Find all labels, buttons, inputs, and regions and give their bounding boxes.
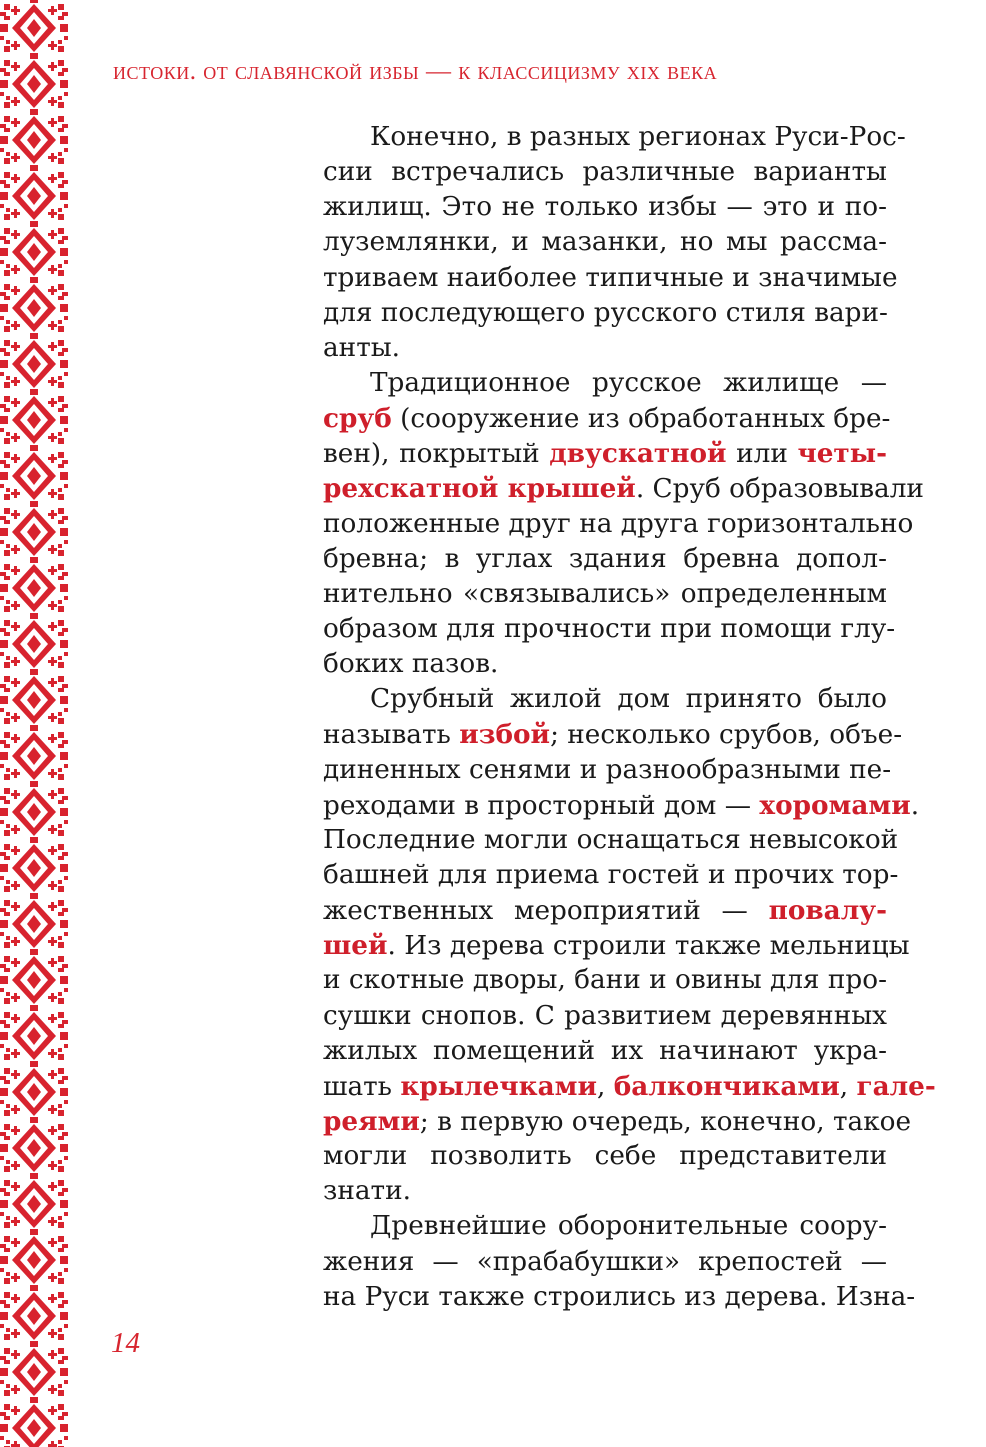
highlighted-term: рехскатной крышей (323, 473, 636, 505)
running-head: истоки. от славянской избы — к классицизму xix века (113, 58, 718, 85)
text-line (323, 858, 899, 893)
text-run: (сооружение из обработанных бре- (391, 404, 891, 435)
text-line (323, 1069, 936, 1104)
text-run: жилых помещений их начинают укра- (323, 1035, 887, 1066)
text-run: называть (323, 720, 460, 751)
highlighted-term: балкончиками (613, 1070, 840, 1102)
text-line (323, 647, 887, 682)
highlighted-term: гале- (856, 1070, 936, 1102)
text-line (323, 1209, 887, 1244)
text-run: . Сруб образовывали (635, 474, 924, 505)
text-run: вен), покрытый (323, 439, 550, 470)
paragraph (323, 366, 924, 682)
text-run: Конечно, в разных регионах Руси-Рос- (370, 122, 906, 152)
highlighted-term: сруб (323, 403, 392, 435)
text-run: нительно «связывались» определенным (323, 578, 887, 609)
highlighted-term: двускатной (549, 438, 727, 470)
highlighted-term: хоромами (759, 789, 911, 821)
text-line (323, 296, 887, 331)
text-line (323, 999, 887, 1034)
text-run: диненных сенями и разнообразными пе- (323, 754, 892, 785)
text-line (323, 190, 887, 225)
text-line (323, 120, 906, 155)
text-line (323, 331, 887, 366)
text-run: . Из дерева строили также мельницы (387, 931, 910, 962)
highlighted-term: крылечками (400, 1070, 597, 1102)
text-run: или (726, 439, 798, 470)
highlighted-term: шей (323, 930, 388, 962)
text-run: и скотные дворы, бани и овины для про- (323, 965, 887, 996)
text-line (323, 1280, 916, 1315)
text-line (323, 788, 920, 823)
text-line (323, 1139, 887, 1174)
text-line (323, 436, 887, 471)
text-run: , (839, 1071, 857, 1102)
text-line (323, 261, 898, 296)
highlighted-term: избой (459, 719, 551, 751)
text-run: образом для прочности при помощи глу- (323, 613, 896, 644)
text-run: сии встречались различные варианты (323, 157, 887, 188)
text-run: триваем наиболее типичные и значимые (323, 262, 898, 293)
text-run: ; в первую очередь, конечно, такое (419, 1106, 912, 1137)
text-line (323, 963, 887, 998)
text-run: жения — «прабабушки» крепостей — (323, 1246, 887, 1277)
highlighted-term: повалу- (768, 895, 887, 927)
text-run: сушки снопов. С развитием деревянных (323, 1000, 887, 1031)
text-run: для последующего русского стиля вари- (323, 297, 888, 328)
text-line (323, 717, 903, 752)
text-run: на Руси также строились из дерева. Изна- (323, 1281, 916, 1312)
text-run: луземлянки, и мазанки, но мы рассма- (323, 227, 887, 258)
embroidery-border-ornament (0, 0, 68, 1447)
text-line (323, 1245, 887, 1280)
text-line (323, 577, 887, 612)
highlighted-term: четы- (797, 438, 888, 470)
text-run: боких пазов. (323, 649, 499, 680)
text-run: башней для приема гостей и прочих тор- (323, 859, 899, 890)
text-run: жилищ. Это не только избы — это и по- (323, 192, 887, 223)
text-run: Древнейшие оборонительные соору- (370, 1211, 887, 1242)
text-run: шать (323, 1071, 401, 1102)
page-number: 14 (111, 1327, 140, 1359)
body-text (323, 120, 936, 1315)
text-line (323, 893, 887, 928)
paragraph (323, 120, 906, 366)
text-line (323, 1104, 912, 1139)
text-line (323, 366, 887, 401)
text-run: знати. (323, 1176, 411, 1207)
text-line (323, 928, 910, 963)
text-line (323, 823, 899, 858)
text-run: анты. (323, 332, 401, 363)
text-run: бревна; в углах здания бревна допол- (323, 543, 887, 574)
paragraph (323, 1209, 916, 1314)
text-run: ; несколько срубов, объе- (550, 720, 903, 751)
text-line (323, 612, 896, 647)
text-run: положенные друг на друга горизонтально (323, 508, 914, 539)
text-run: Традиционное русское жилище — (370, 367, 887, 398)
text-run: реходами в просторный дом — (323, 790, 760, 821)
text-run: , (597, 1071, 614, 1102)
highlighted-term: реями (323, 1105, 420, 1137)
paragraph (323, 682, 936, 1209)
text-line (323, 1174, 887, 1209)
text-line (323, 507, 914, 542)
text-run: могли позволить себе представители (323, 1141, 887, 1172)
text-run: жественных мероприятий — (323, 896, 769, 927)
text-line (323, 401, 891, 436)
text-line (323, 471, 924, 506)
text-line (323, 753, 892, 788)
text-run: . (910, 790, 920, 821)
text-line (323, 1034, 887, 1069)
text-line (323, 682, 887, 717)
text-line (323, 542, 887, 577)
text-line (323, 155, 887, 190)
text-line (323, 225, 887, 260)
text-run: Срубный жилой дом принято было (370, 684, 887, 715)
text-run: Последние могли оснащаться невысокой (323, 824, 899, 855)
